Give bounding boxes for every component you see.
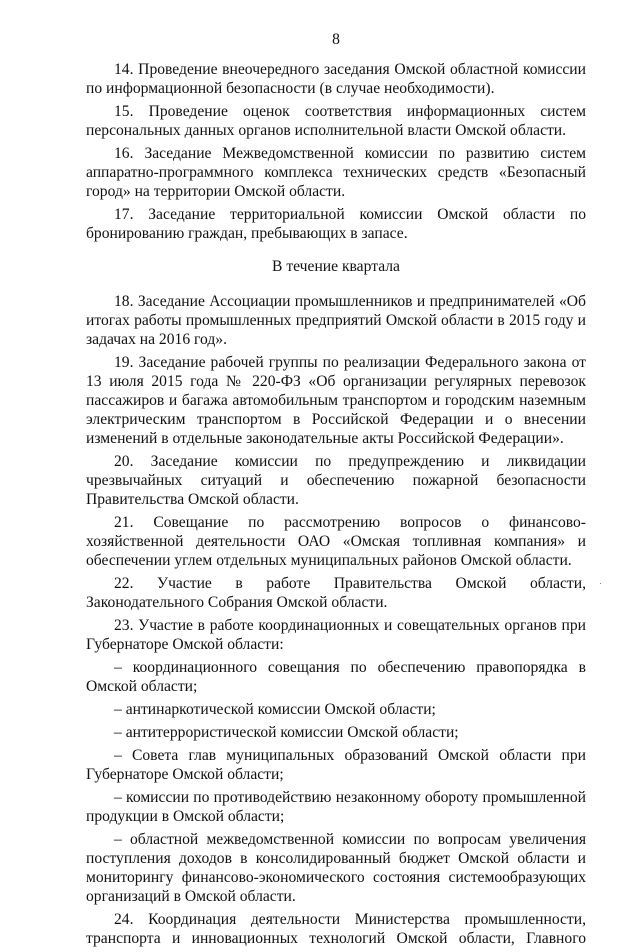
paragraph-20: 20. Заседание комиссии по предупреждению и ликвидации чрезвычайных ситуаций и обеспечению пожарной безопасности Правительства Омской области. [86, 453, 586, 508]
list-item: – координационного совещания по обеспечению правопорядка в Омской области; [86, 659, 586, 695]
list-item: – областной межведомственной комиссии по вопросам увеличения поступления доходов в консолидированный бюджет Омской области и мониторингу финансово-экономического состояния системообразующих организаций в Омской области. [86, 831, 586, 905]
paragraph-17: 17. Заседание территориальной комиссии Омской области по бронированию граждан, пребывающих в запасе. [86, 206, 586, 242]
document-page [86, 30, 586, 952]
list-item: – комиссии по противодействию незаконному обороту промышленной продукции в Омской области; [86, 789, 586, 825]
list-item: – антитеррористической комиссии Омской области; [114, 724, 459, 741]
list-item: – антинаркотической комиссии Омской области; [114, 701, 436, 718]
paragraph-18: 18. Заседание Ассоциации промышленников и предпринимателей «Об итогах работы промышленных предприятий Омской области в 2015 году и задачах на 2016 год». [86, 293, 586, 348]
paragraph-22: 22. Участие в работе Правительства Омской области, Законодательного Собрания Омской области. [86, 575, 586, 611]
paragraph-19: 19. Заседание рабочей группы по реализации Федерального закона от 13 июля 2015 года № 220-ФЗ «Об организации регулярных перевозок пассажиров и багажа автомобильным транспортом и городским наземным электрическим транспортом в Российской Федерации и о внесении изменений в отдельные законодательные акты Российской Федерации». [86, 354, 586, 447]
list-item: – Совета глав муниципальных образований Омской области при Губернаторе Омской области; [86, 747, 586, 783]
paragraph-23: 23. Участие в работе координационных и совещательных органов при Губернаторе Омской области: [86, 617, 586, 653]
paragraph-16: 16. Заседание Межведомственной комиссии по развитию систем аппаратно-программного комплекса технических средств «Безопасный город» на территории Омской области. [86, 145, 586, 200]
paragraph-15: 15. Проведение оценок соответствия информационных систем персональных данных органов исполнительной власти Омской области. [86, 103, 586, 139]
section-heading: В течение квартала [272, 258, 400, 275]
paragraph-21: 21. Совещание по рассмотрению вопросов о финансово-хозяйственной деятельности ОАО «Омская топливная компания» и обеспечении углем отдельных муниципальных районов Омской области. [86, 514, 586, 569]
paragraph-14: 14. Проведение внеочередного заседания Омской областной комиссии по информационной безопасности (в случае необходимости). [86, 61, 586, 97]
page-number: 8 [332, 31, 340, 48]
paragraph-24: 24. Координация деятельности Министерства промышленности, транспорта и инновационных технологий Омской области, Главного [86, 911, 586, 947]
scan-speck [600, 583, 601, 584]
